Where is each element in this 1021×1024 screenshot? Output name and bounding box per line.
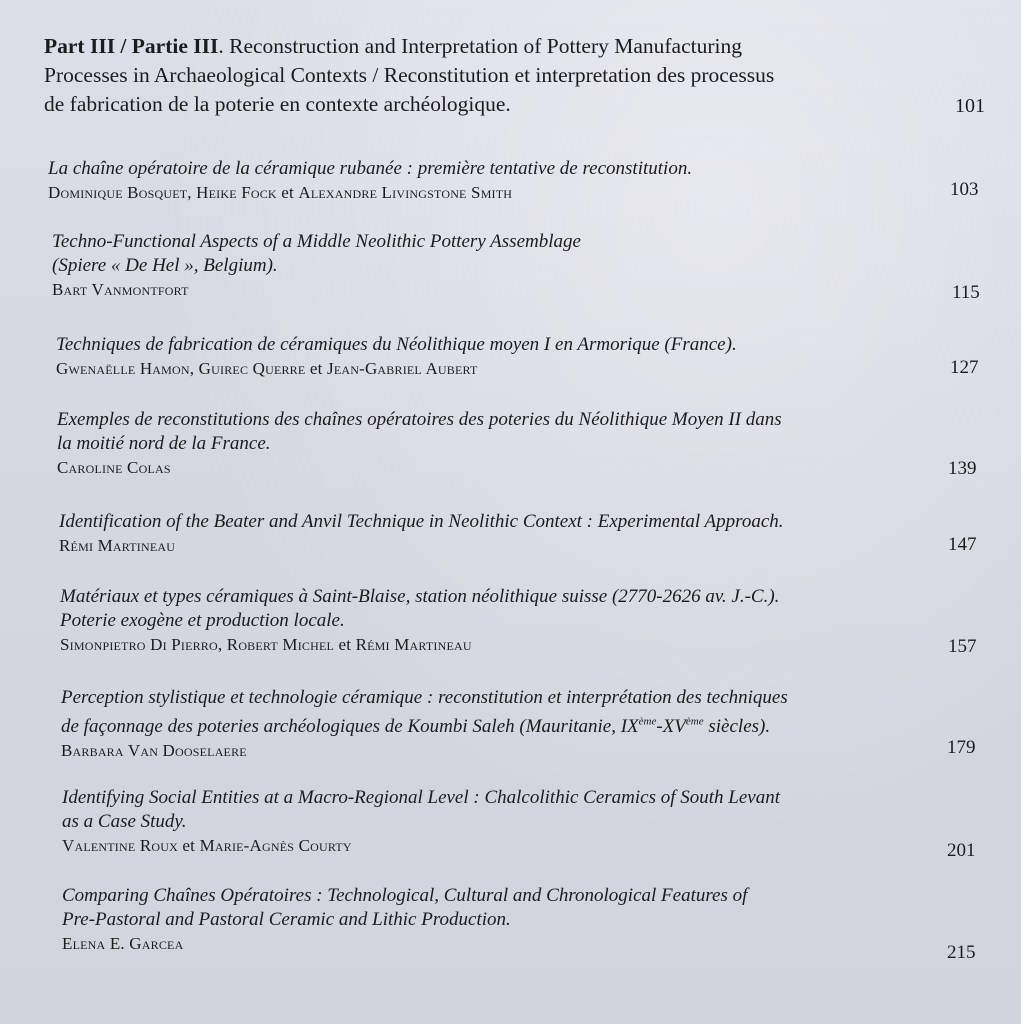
entry-page-number: 157	[948, 636, 977, 657]
entry-title-line: Techno-Functional Aspects of a Middle Neolithic Pottery Assemblage	[52, 231, 581, 252]
entry-title-line	[61, 710, 1021, 739]
entry-page-number: 103	[950, 179, 979, 200]
entry-title-line: Perception stylistique et technologie céramique : reconstitution et interprétation des techniques	[61, 687, 788, 708]
entry-authors: Gwenaëlle Hamon, Guirec Querre et Jean-Gabriel Aubert	[56, 359, 478, 378]
entry-authors: Valentine Roux et Marie-Agnès Courty	[62, 836, 352, 855]
entry-title-line: (Spiere « De Hel », Belgium).	[52, 255, 278, 276]
part-heading-line	[44, 32, 944, 61]
entry-title-line: Identifying Social Entities at a Macro-Regional Level : Chalcolithic Ceramics of South Levant	[62, 787, 781, 808]
toc-entry	[61, 686, 1021, 763]
entry-page-number: 115	[952, 282, 980, 303]
entry-page-number: 139	[948, 458, 977, 479]
toc-entry	[56, 333, 1016, 381]
entry-title-line: Identification of the Beater and Anvil Technique in Neolithic Context : Experimental Approach.	[59, 511, 784, 532]
entry-page-number: 201	[947, 840, 976, 861]
part-label: Part III / Partie III	[44, 34, 219, 58]
entry-authors: Elena E. Garcea	[62, 934, 184, 953]
entry-authors: Rémi Martineau	[59, 536, 176, 555]
toc-entry	[60, 585, 1020, 657]
part-title-line: . Reconstruction and Interpretation of Pottery Manufacturing	[218, 34, 742, 58]
toc-entry	[62, 884, 1021, 956]
entry-title-line: La chaîne opératoire de la céramique rubanée : première tentative de reconstitution.	[48, 158, 693, 179]
entry-title-line: Exemples de reconstitutions des chaînes opératoires des poteries du Néolithique Moyen II dans	[57, 409, 782, 430]
entry-page-number: 215	[947, 942, 976, 963]
entry-title-line: Techniques de fabrication de céramiques du Néolithique moyen I en Armorique (France).	[56, 334, 737, 355]
entry-title-line: Pre-Pastoral and Pastoral Ceramic and Lithic Production.	[62, 909, 511, 930]
entry-authors: Simonpietro Di Pierro, Robert Michel et Rémi Martineau	[60, 635, 472, 654]
entry-page-number: 179	[947, 737, 976, 758]
toc-entry	[62, 786, 1021, 858]
entry-title-line: la moitié nord de la France.	[57, 433, 271, 454]
entry-title-line: Comparing Chaînes Opératoires : Technological, Cultural and Chronological Features of	[62, 885, 748, 906]
entry-page-number: 147	[948, 534, 977, 555]
entry-authors: Bart Vanmontfort	[52, 280, 189, 299]
part-page-number: 101	[955, 95, 985, 117]
entry-title-text: de façonnage des poteries archéologiques de Koumbi Saleh (Mauritanie, IXème-XVème siècles).	[61, 716, 771, 738]
part-title-line: Processes in Archaeological Contexts / Reconstitution et interpretation des processus	[44, 63, 775, 87]
toc-entry	[57, 408, 1017, 480]
entry-page-number: 127	[950, 357, 979, 378]
entry-authors: Caroline Colas	[57, 458, 171, 477]
entry-authors: Dominique Bosquet, Heike Fock et Alexandre Livingstone Smith	[48, 183, 513, 202]
entry-authors: Barbara Van Dooselaere	[61, 741, 247, 761]
part-title-line: de fabrication de la poterie en contexte archéologique.	[44, 92, 511, 116]
toc-entry	[52, 230, 1012, 302]
entry-title-line: as a Case Study.	[62, 811, 187, 832]
entry-title-line: Poterie exogène et production locale.	[60, 610, 345, 631]
entry-title-line: Matériaux et types céramiques à Saint-Blaise, station néolithique suisse (2770-2626 av. J.-C.).	[60, 586, 780, 607]
part-heading	[44, 32, 944, 119]
toc-entry	[59, 510, 1019, 558]
toc-entry	[48, 157, 1008, 205]
